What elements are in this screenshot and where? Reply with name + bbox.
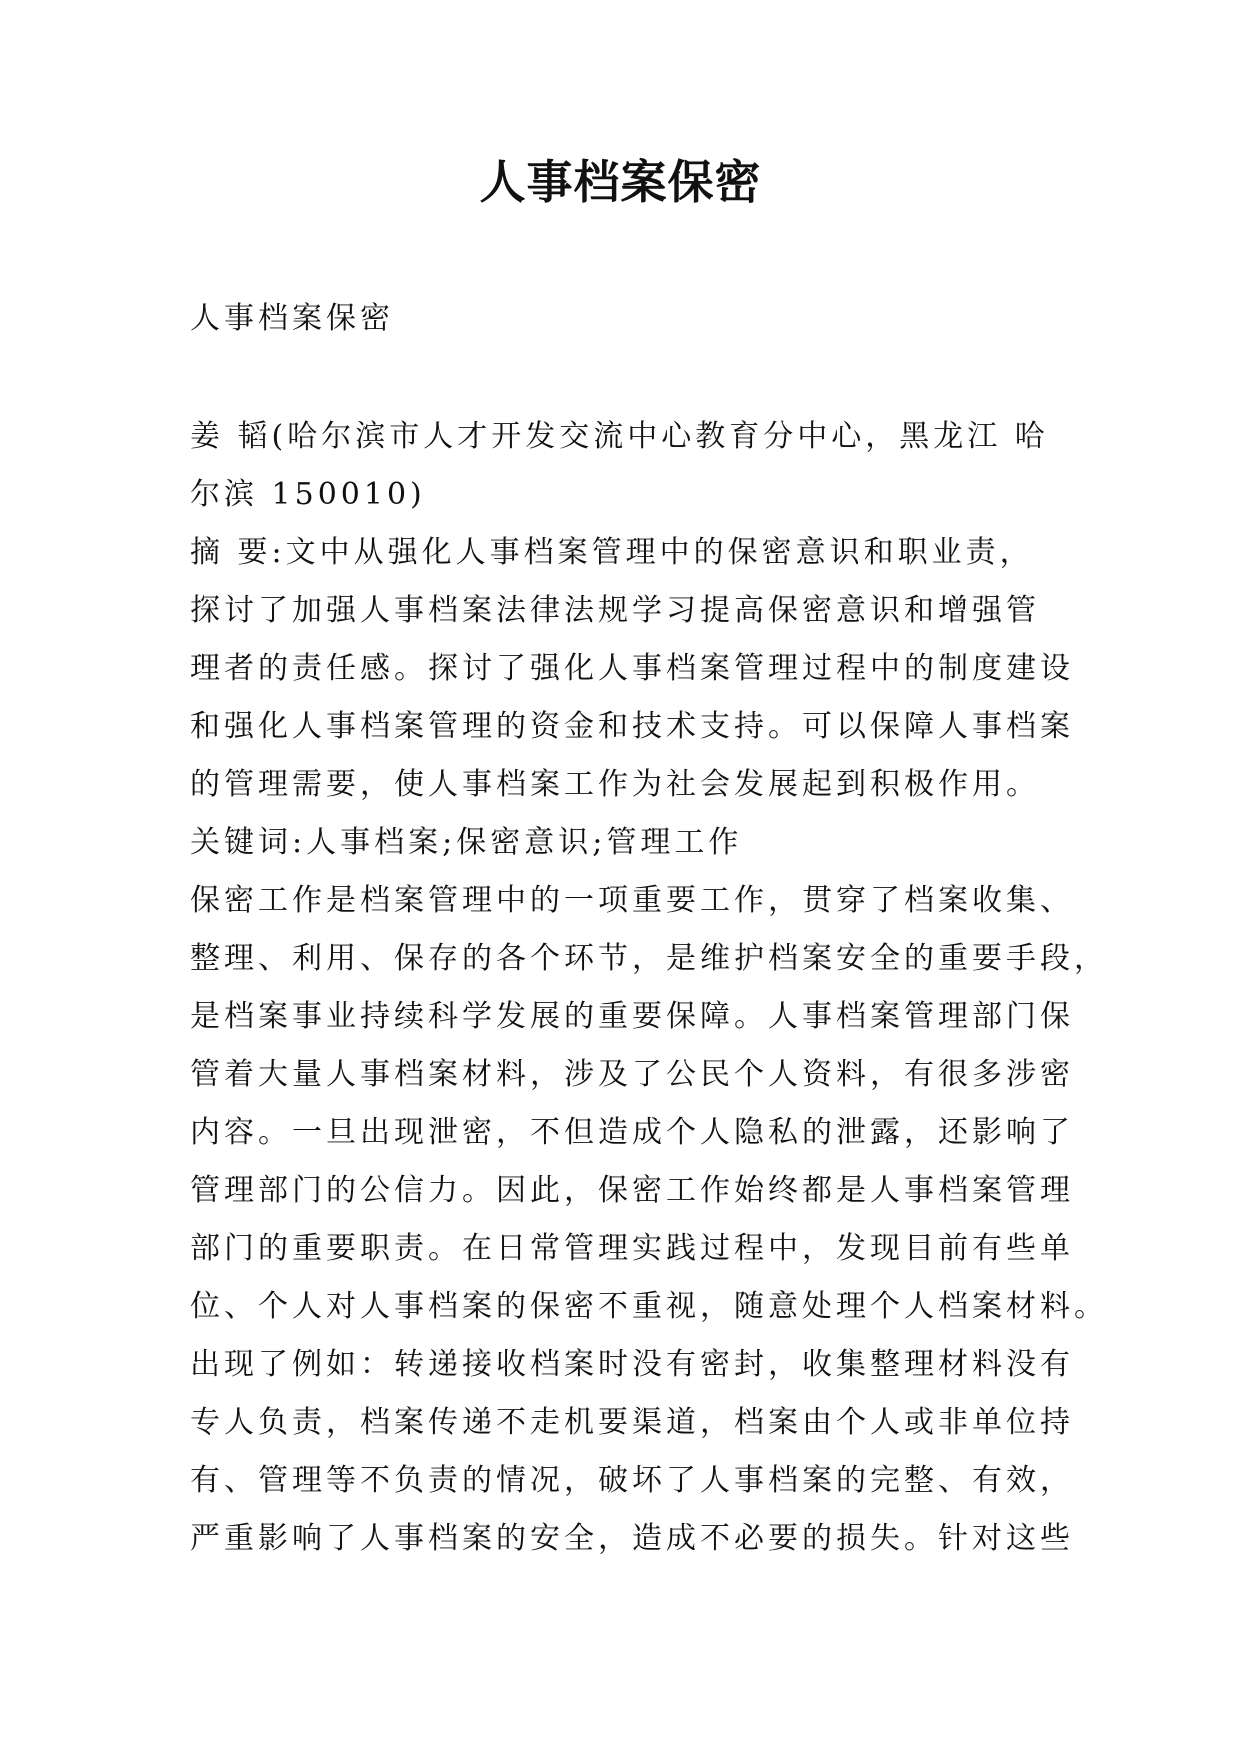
author-line: 姜 韬(哈尔滨市人才开发交流中心教育分中心，黑龙江 哈 xyxy=(190,419,1049,454)
paragraph-line: 管理部门的公信力。因此，保密工作始终都是人事档案管理 xyxy=(190,1173,1074,1208)
paragraph-line: 是档案事业持续科学发展的重要保障。人事档案管理部门保 xyxy=(190,999,1074,1034)
keywords-line: 关键词:人事档案;保密意识;管理工作 xyxy=(190,825,743,860)
paragraph-line: 位、个人对人事档案的保密不重视，随意处理个人档案材料。 xyxy=(190,1289,1108,1324)
document-subtitle: 人事档案保密 xyxy=(190,301,394,336)
abstract-line: 和强化人事档案管理的资金和技术支持。可以保障人事档案 xyxy=(190,709,1074,744)
document-body xyxy=(190,290,1108,1568)
paragraph-line: 保密工作是档案管理中的一项重要工作，贯穿了档案收集、 xyxy=(190,883,1074,918)
paragraph-line: 有、管理等不负责的情况，破坏了人事档案的完整、有效， xyxy=(190,1463,1074,1498)
paragraph-line: 内容。一旦出现泄密，不但造成个人隐私的泄露，还影响了 xyxy=(190,1115,1074,1150)
paragraph-line: 整理、利用、保存的各个环节，是维护档案安全的重要手段， xyxy=(190,941,1108,976)
abstract-line: 的管理需要，使人事档案工作为社会发展起到积极作用。 xyxy=(190,767,1040,802)
abstract-line: 探讨了加强人事档案法律法规学习提高保密意识和增强管 xyxy=(190,593,1040,628)
paragraph-line: 部门的重要职责。在日常管理实践过程中，发现目前有些单 xyxy=(190,1231,1074,1266)
paragraph-line: 专人负责，档案传递不走机要渠道，档案由个人或非单位持 xyxy=(190,1405,1074,1440)
abstract-line: 摘 要:文中从强化人事档案管理中的保密意识和职业责， xyxy=(190,535,1034,570)
paragraph-line: 严重影响了人事档案的安全，造成不必要的损失。针对这些 xyxy=(190,1521,1074,1556)
document-title: 人事档案保密 xyxy=(479,155,762,209)
abstract-line: 理者的责任感。探讨了强化人事档案管理过程中的制度建设 xyxy=(190,651,1074,686)
paragraph-line: 管着大量人事档案材料，涉及了公民个人资料，有很多涉密 xyxy=(190,1057,1074,1092)
paragraph-line: 出现了例如：转递接收档案时没有密封，收集整理材料没有 xyxy=(190,1347,1074,1382)
author-line: 尔滨 150010) xyxy=(190,477,426,512)
